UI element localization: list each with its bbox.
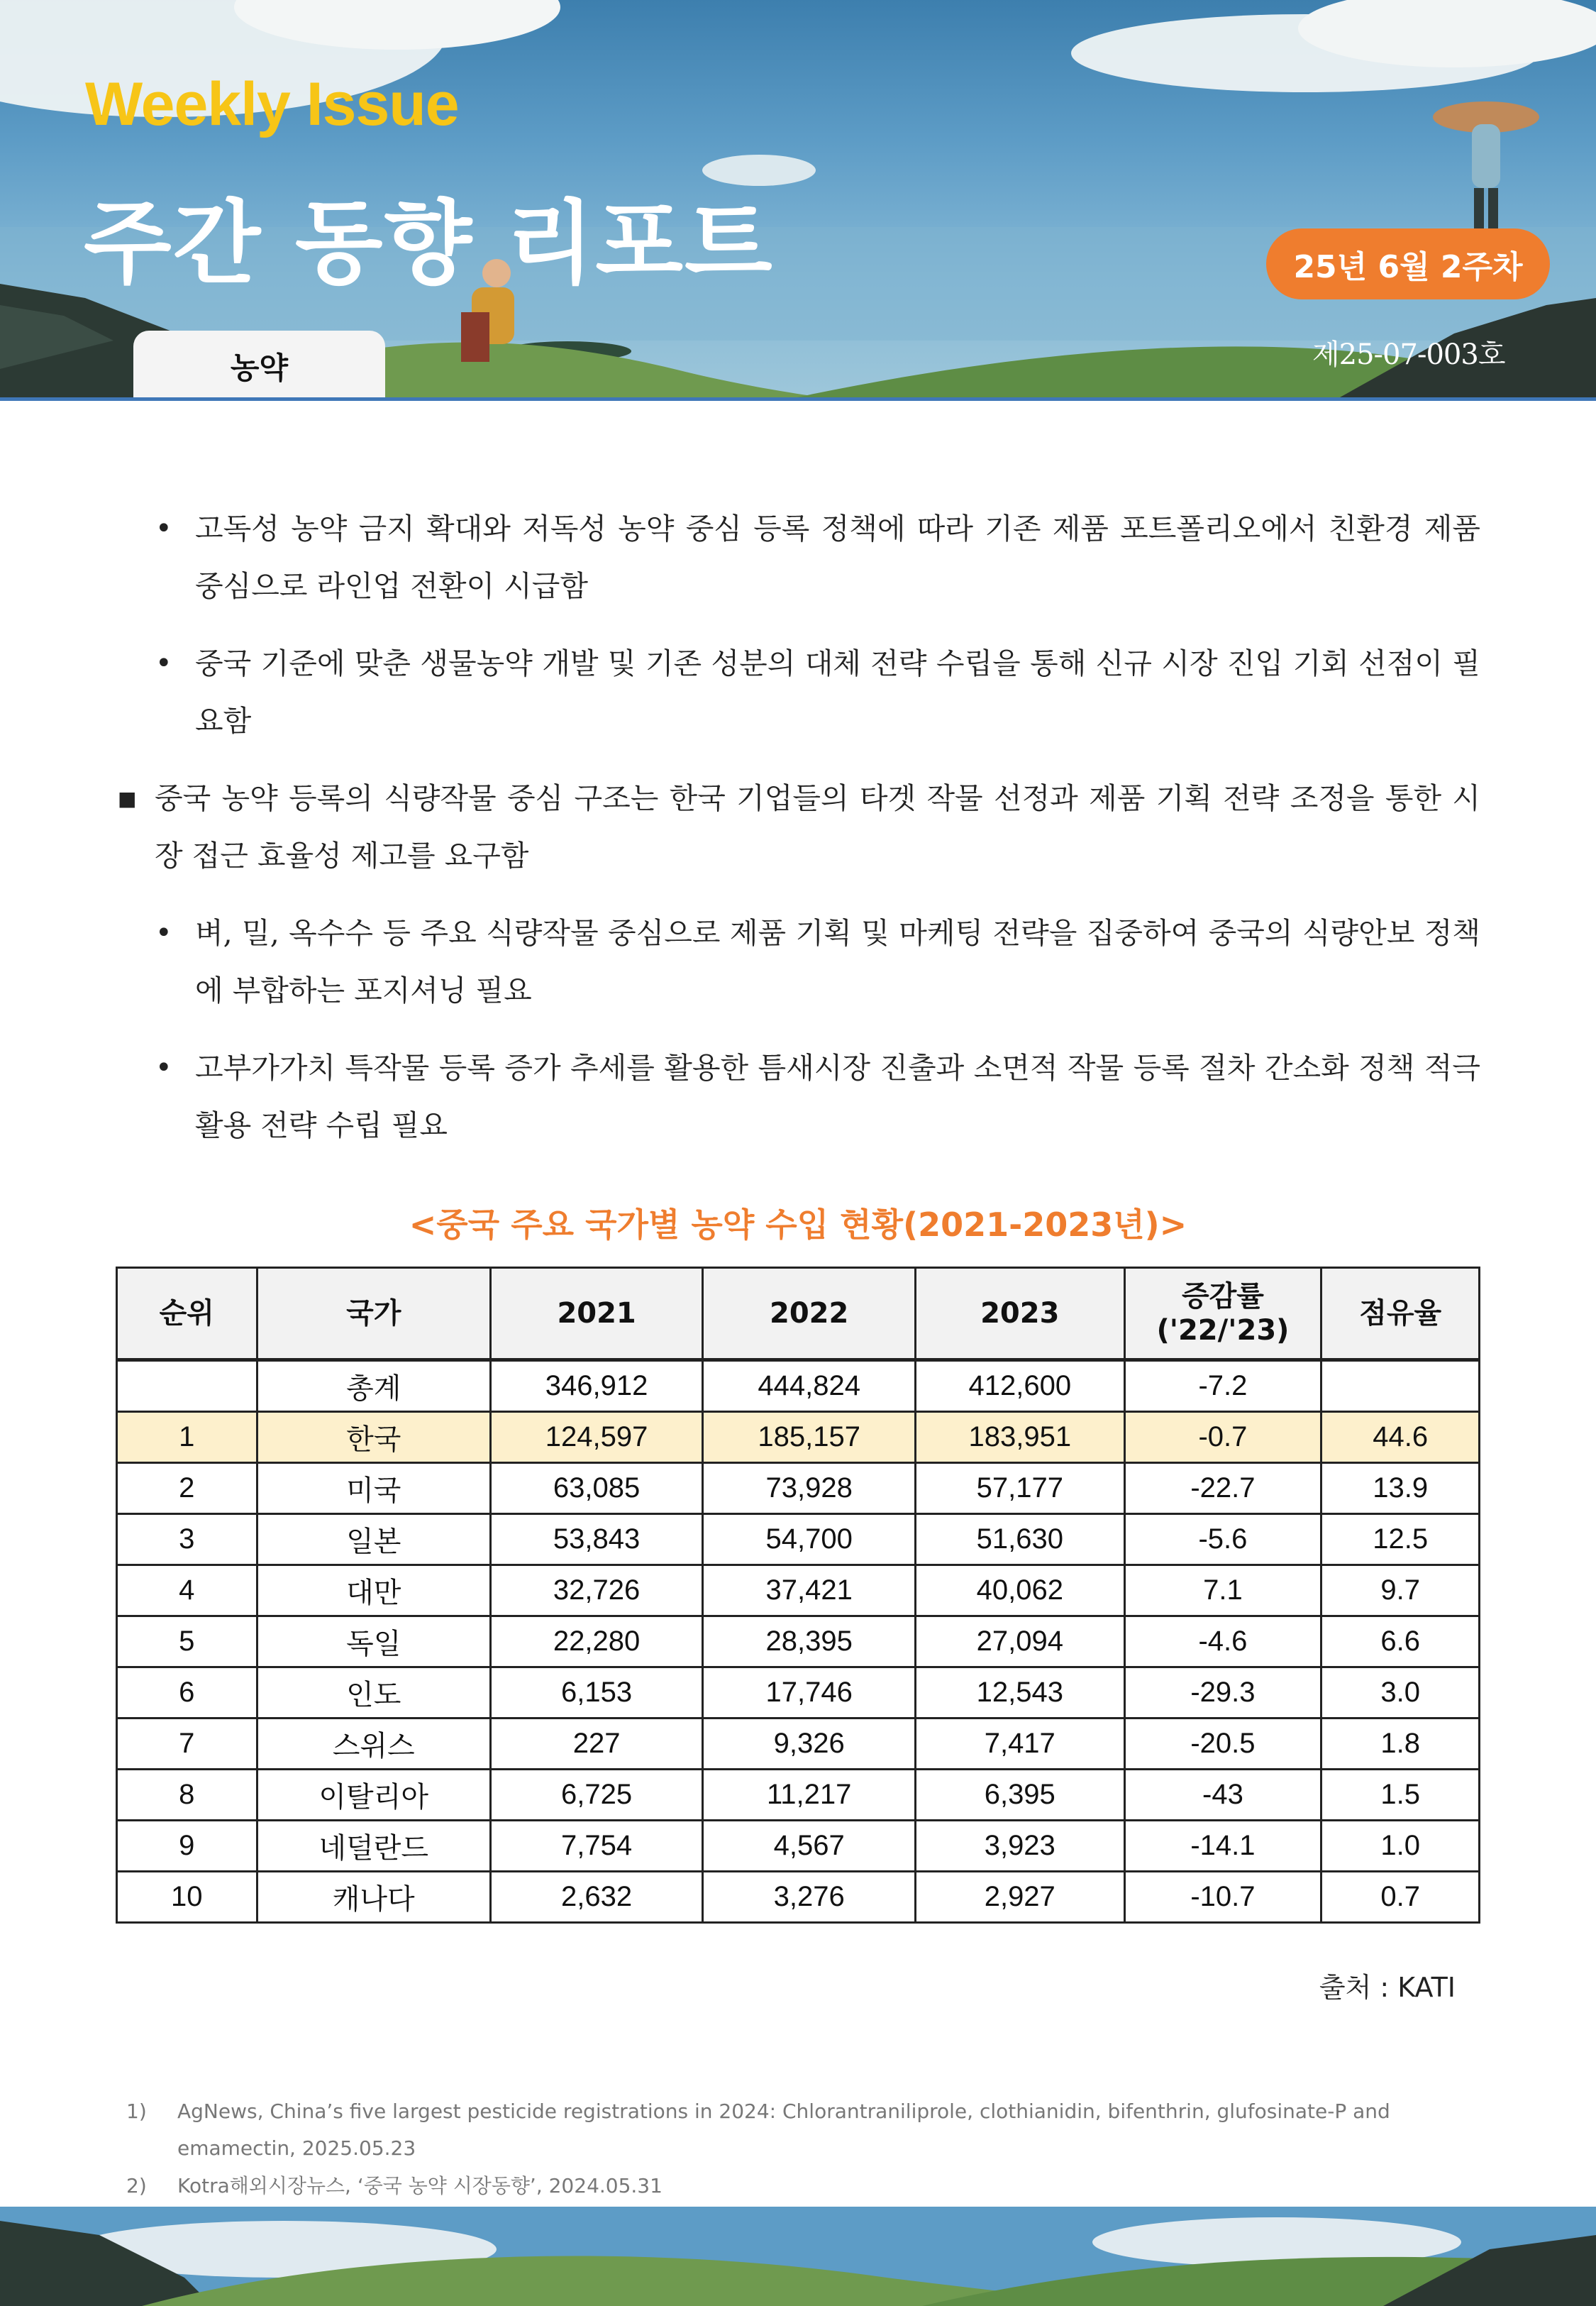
- banner-divider: [0, 397, 1596, 401]
- table-row: [117, 1360, 1480, 1412]
- cell-2023: 27,094: [915, 1616, 1124, 1667]
- cell-2023: 6,395: [915, 1770, 1124, 1821]
- cell-country: 총계: [257, 1360, 490, 1412]
- bullet-marker: •: [155, 1052, 172, 1084]
- cell-country: 네덜란드: [257, 1821, 490, 1872]
- table-source: 출처 : KATI: [1319, 1972, 1456, 2003]
- cell-2022: 185,157: [703, 1412, 916, 1463]
- cell-share: [1321, 1360, 1480, 1412]
- cell-2021: 22,280: [490, 1616, 703, 1667]
- cell-2021: 7,754: [490, 1821, 703, 1872]
- cell-2022: 17,746: [703, 1667, 916, 1719]
- cell-rank: 5: [117, 1616, 257, 1667]
- cell-country: 이탈리아: [257, 1770, 490, 1821]
- cell-change-rate: -14.1: [1124, 1821, 1321, 1872]
- cell-share: 44.6: [1321, 1412, 1480, 1463]
- bullet-marker: •: [155, 917, 172, 949]
- cell-2021: 346,912: [490, 1360, 703, 1412]
- cell-change-rate: -5.6: [1124, 1514, 1321, 1565]
- header-country: 국가: [257, 1268, 490, 1360]
- cell-2021: 6,153: [490, 1667, 703, 1719]
- cell-change-rate: -29.3: [1124, 1667, 1321, 1719]
- bullet-item-main: [118, 770, 1480, 885]
- cell-share: 1.8: [1321, 1719, 1480, 1770]
- cell-change-rate: -43: [1124, 1770, 1321, 1821]
- import-table: [116, 1267, 1480, 1924]
- header-share: 점유율: [1321, 1268, 1480, 1360]
- cell-share: 3.0: [1321, 1667, 1480, 1719]
- square-bullet-marker: ■: [118, 787, 137, 810]
- cell-rank: 10: [117, 1872, 257, 1923]
- footnote-number: 2): [126, 2174, 147, 2197]
- table-row: [117, 1770, 1480, 1821]
- footnote-item: [126, 2168, 1483, 2205]
- cell-rank: 1: [117, 1412, 257, 1463]
- table-title: <중국 주요 국가별 농약 수입 현황(2021-2023년)>: [409, 1206, 1187, 1244]
- bullet-marker: •: [155, 512, 172, 545]
- bullet-text: 중국 농약 등록의 식량작물 중심 구조는 한국 기업들의 타겟 작물 선정과 제품 기획 전략 조정을 통한 시장 접근 효율성 제고를 요구함: [155, 781, 1480, 873]
- cell-2021: 2,632: [490, 1872, 703, 1923]
- cell-change-rate: -20.5: [1124, 1719, 1321, 1770]
- cell-2021: 53,843: [490, 1514, 703, 1565]
- header-2022: 2022: [703, 1268, 916, 1360]
- issue-number: 제25-07-003호: [1312, 338, 1505, 371]
- cell-2023: 183,951: [915, 1412, 1124, 1463]
- cell-2023: 12,543: [915, 1667, 1124, 1719]
- table-row: [117, 1514, 1480, 1565]
- cell-2021: 6,725: [490, 1770, 703, 1821]
- cell-country: 스위스: [257, 1719, 490, 1770]
- cell-rank: 3: [117, 1514, 257, 1565]
- table-row: [117, 1412, 1480, 1463]
- cell-2022: 54,700: [703, 1514, 916, 1565]
- cell-country: 인도: [257, 1667, 490, 1719]
- cell-share: 9.7: [1321, 1565, 1480, 1616]
- footer-illustration: [0, 2207, 1596, 2306]
- cell-rank: 6: [117, 1667, 257, 1719]
- table-row: [117, 1821, 1480, 1872]
- bullet-text: 고독성 농약 금지 확대와 저독성 농약 중심 등록 정책에 따라 기존 제품 포트폴리오에서 친환경 제품 중심으로 라인업 전환이 시급함: [195, 512, 1480, 603]
- cell-2021: 227: [490, 1719, 703, 1770]
- cell-2023: 3,923: [915, 1821, 1124, 1872]
- table-header-row: [117, 1268, 1480, 1360]
- cell-change-rate: 7.1: [1124, 1565, 1321, 1616]
- cell-country: 한국: [257, 1412, 490, 1463]
- footnote-item: [126, 2093, 1483, 2167]
- cell-rank: 9: [117, 1821, 257, 1872]
- bullet-item: [155, 635, 1480, 750]
- cell-share: 13.9: [1321, 1463, 1480, 1514]
- cell-change-rate: -22.7: [1124, 1463, 1321, 1514]
- bullet-item: [155, 905, 1480, 1020]
- table-row: [117, 1616, 1480, 1667]
- cell-2022: 444,824: [703, 1360, 916, 1412]
- cell-2023: 40,062: [915, 1565, 1124, 1616]
- cell-country: 캐나다: [257, 1872, 490, 1923]
- cell-rank: 7: [117, 1719, 257, 1770]
- cell-country: 일본: [257, 1514, 490, 1565]
- cell-2021: 63,085: [490, 1463, 703, 1514]
- cell-share: 12.5: [1321, 1514, 1480, 1565]
- cell-2022: 3,276: [703, 1872, 916, 1923]
- cell-2022: 73,928: [703, 1463, 916, 1514]
- category-tab[interactable]: 농약: [133, 331, 385, 401]
- table-body: [117, 1360, 1480, 1923]
- series-label: Weekly Issue: [85, 70, 459, 138]
- cell-2021: 124,597: [490, 1412, 703, 1463]
- header-banner: [0, 0, 1596, 401]
- footnote-text: AgNews, China’s five largest pesticide registrations in 2024: Chlorantraniliprole, clothianidin, bifenthrin, glufosinate-P and emamectin, 2025.05.23: [177, 2100, 1390, 2160]
- cell-share: 6.6: [1321, 1616, 1480, 1667]
- header-change-rate: 증감률 ('22/'23): [1124, 1268, 1321, 1360]
- cell-2023: 51,630: [915, 1514, 1124, 1565]
- table-row: [117, 1719, 1480, 1770]
- header-rank: 순위: [117, 1268, 257, 1360]
- bullet-text: 벼, 밀, 옥수수 등 주요 식량작물 중심으로 제품 기획 및 마케팅 전략을 집중하여 중국의 식량안보 정책에 부합하는 포지셔닝 필요: [195, 916, 1480, 1008]
- cell-rank: 8: [117, 1770, 257, 1821]
- header-2021: 2021: [490, 1268, 703, 1360]
- footnote-number: 1): [126, 2100, 147, 2123]
- table-row: [117, 1667, 1480, 1719]
- bullet-text: 중국 기준에 맞춘 생물농약 개발 및 기존 성분의 대체 전략 수립을 통해 신규 시장 진입 기회 선점이 필요함: [195, 646, 1480, 738]
- cell-change-rate: -7.2: [1124, 1360, 1321, 1412]
- cell-change-rate: -10.7: [1124, 1872, 1321, 1923]
- cell-share: 1.0: [1321, 1821, 1480, 1872]
- cell-2023: 2,927: [915, 1872, 1124, 1923]
- cell-2022: 37,421: [703, 1565, 916, 1616]
- cell-country: 대만: [257, 1565, 490, 1616]
- cell-2022: 11,217: [703, 1770, 916, 1821]
- header-2023: 2023: [915, 1268, 1124, 1360]
- cell-rank: 2: [117, 1463, 257, 1514]
- cell-share: 0.7: [1321, 1872, 1480, 1923]
- table-row: [117, 1463, 1480, 1514]
- footnote-text: Kotra해외시장뉴스, ‘중국 농약 시장동향’, 2024.05.31: [177, 2174, 663, 2197]
- cell-2022: 28,395: [703, 1616, 916, 1667]
- cell-2021: 32,726: [490, 1565, 703, 1616]
- cell-change-rate: -4.6: [1124, 1616, 1321, 1667]
- cell-2022: 4,567: [703, 1821, 916, 1872]
- week-badge: 25년 6월 2주차: [1266, 228, 1550, 299]
- cell-rank: 4: [117, 1565, 257, 1616]
- cell-country: 미국: [257, 1463, 490, 1514]
- cell-country: 독일: [257, 1616, 490, 1667]
- cell-2023: 57,177: [915, 1463, 1124, 1514]
- cell-change-rate: -0.7: [1124, 1412, 1321, 1463]
- page-title: 주간 동향 리포트: [84, 191, 774, 297]
- bullet-text: 고부가가치 특작물 등록 증가 추세를 활용한 틈새시장 진출과 소면적 작물 등록 절차 간소화 정책 적극 활용 전략 수립 필요: [195, 1051, 1480, 1142]
- table-row: [117, 1872, 1480, 1923]
- cell-2023: 412,600: [915, 1360, 1124, 1412]
- bullet-item: [155, 500, 1480, 615]
- cell-share: 1.5: [1321, 1770, 1480, 1821]
- cell-2022: 9,326: [703, 1719, 916, 1770]
- table-row: [117, 1565, 1480, 1616]
- cell-rank: [117, 1360, 257, 1412]
- bullet-item: [155, 1039, 1480, 1154]
- bullet-marker: •: [155, 647, 172, 680]
- cell-2023: 7,417: [915, 1719, 1124, 1770]
